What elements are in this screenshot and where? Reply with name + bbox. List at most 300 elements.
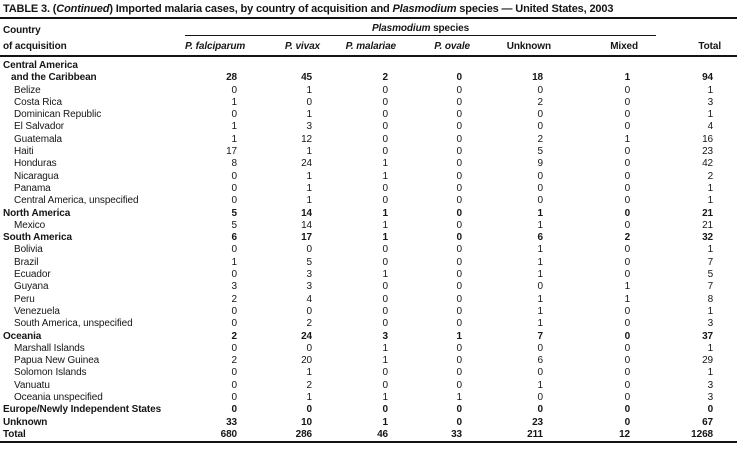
cell-value: 7 <box>537 330 543 342</box>
row-label: Ecuador <box>14 269 51 281</box>
cell-value: 0 <box>537 182 543 194</box>
row-label: Marshall Islands <box>14 342 85 354</box>
cell-value: 0 <box>624 330 631 342</box>
cell-value: 0 <box>231 84 237 96</box>
cell-value: 6 <box>537 232 543 244</box>
cell-value <box>656 56 737 72</box>
cell-value: 14 <box>301 219 312 231</box>
row-label: and the Caribbean <box>11 72 97 84</box>
cell-value: 3 <box>707 96 714 108</box>
cell-value: 3 <box>306 121 312 133</box>
cell-value <box>263 56 338 72</box>
cell-value: 0 <box>456 96 462 108</box>
cell-value: 2 <box>537 133 543 145</box>
cell-value: 16 <box>702 133 714 145</box>
cell-value: 8 <box>707 293 714 305</box>
cell-value: 0 <box>382 195 388 207</box>
cell-value: 2 <box>231 355 237 367</box>
column-header-p-malariae: P. malariae <box>338 36 414 57</box>
cell-value: 14 <box>301 207 312 219</box>
table-row-guyana <box>0 281 737 293</box>
cell-value: 0 <box>382 281 388 293</box>
malaria-cases-table <box>0 19 737 443</box>
table-row-peru <box>0 294 737 306</box>
cell-value: 28 <box>226 72 237 84</box>
cell-value: 0 <box>382 133 388 145</box>
cell-value: 0 <box>624 416 631 428</box>
cell-value: 1 <box>707 244 714 256</box>
cell-value: 1 <box>231 133 237 145</box>
row-label: Vanuatu <box>14 379 50 391</box>
cell-value: 0 <box>456 379 462 391</box>
cell-value: 9 <box>537 158 543 170</box>
cell-value: 1 <box>707 182 714 194</box>
cell-value: 0 <box>456 244 462 256</box>
cell-value: 0 <box>624 367 631 379</box>
row-label: Dominican Republic <box>14 109 102 121</box>
cell-value: 1 <box>537 379 543 391</box>
row-label: Papua New Guinea <box>14 355 100 367</box>
cell-value: 0 <box>231 305 237 317</box>
table-row-south-america-unspecified <box>0 318 737 330</box>
cell-value: 0 <box>456 109 462 121</box>
cell-value: 94 <box>702 72 714 84</box>
table-row-guatemala <box>0 134 737 146</box>
row-label: Brazil <box>14 256 39 268</box>
cell-value: 1 <box>537 269 543 281</box>
cell-value: 0 <box>537 195 543 207</box>
cell-value: 23 <box>702 146 714 158</box>
cell-value: 0 <box>456 158 462 170</box>
cell-value: 5 <box>306 256 312 268</box>
cell-value: 3 <box>306 281 312 293</box>
cell-value <box>185 56 263 72</box>
cell-value: 1 <box>537 219 543 231</box>
cell-value: 0 <box>231 342 237 354</box>
cell-value: 0 <box>456 219 462 231</box>
table-row-costa-rica <box>0 97 737 109</box>
cell-value <box>338 56 414 72</box>
table-row-mexico <box>0 220 737 232</box>
cell-value: 0 <box>456 367 462 379</box>
cell-value: 2 <box>306 379 312 391</box>
table-title-segment: Continued <box>56 3 110 15</box>
cell-value: 1 <box>382 232 388 244</box>
cell-value: 1 <box>537 244 543 256</box>
cell-value: 0 <box>231 195 237 207</box>
cell-value: 2 <box>382 72 388 84</box>
cell-value: 0 <box>537 84 543 96</box>
species-group-header-segment: Plasmodium <box>371 23 431 34</box>
table-body <box>0 56 737 442</box>
row-label: Mexico <box>14 219 46 231</box>
cell-value: 8 <box>231 158 237 170</box>
cell-value: 21 <box>702 207 714 219</box>
cell-value: 2 <box>231 293 237 305</box>
cell-value: 7 <box>707 281 714 293</box>
row-label: Peru <box>14 293 35 305</box>
cell-value: 1 <box>456 330 462 342</box>
cell-value: 0 <box>537 392 543 404</box>
cell-value: 1 <box>707 367 714 379</box>
row-label: South America <box>3 232 72 244</box>
cell-value: 0 <box>624 96 631 108</box>
cell-value: 0 <box>382 404 388 416</box>
cell-value: 0 <box>624 318 631 330</box>
cell-value: 1 <box>306 170 312 182</box>
cell-value: 67 <box>702 416 714 428</box>
table-title-segment: ) Imported malaria cases, by country of acquisition and <box>109 3 393 15</box>
cell-value: 0 <box>231 318 237 330</box>
cell-value: 4 <box>707 121 714 133</box>
cell-value: 0 <box>456 281 462 293</box>
cell-value: 2 <box>306 318 312 330</box>
cell-value: 4 <box>306 293 312 305</box>
cell-value: 0 <box>231 182 237 194</box>
table-row-unknown <box>0 417 737 429</box>
table-row-and-the-caribbean <box>0 72 737 84</box>
cell-value: 0 <box>382 146 388 158</box>
cell-value: 0 <box>456 84 462 96</box>
cell-value: 1 <box>382 219 388 231</box>
cell-value: 0 <box>382 318 388 330</box>
column-header-total: Total <box>656 36 737 57</box>
cell-value: 0 <box>456 146 462 158</box>
table-title <box>0 2 737 19</box>
cell-value: 5 <box>231 219 237 231</box>
cell-value: 286 <box>295 428 312 440</box>
cell-value: 1 <box>382 355 388 367</box>
cell-value: 0 <box>456 207 462 219</box>
cell-value: 0 <box>624 170 631 182</box>
table-row-bolivia <box>0 244 737 256</box>
cell-value: 2 <box>231 330 237 342</box>
cell-value: 0 <box>624 256 631 268</box>
cell-value: 0 <box>382 96 388 108</box>
cell-value: 0 <box>537 367 543 379</box>
cell-value: 37 <box>702 330 714 342</box>
table-row-panama <box>0 183 737 195</box>
cell-value: 10 <box>301 416 312 428</box>
cell-value: 45 <box>301 72 312 84</box>
table-row-south-america <box>0 232 737 244</box>
cell-value: 0 <box>456 416 462 428</box>
cell-value: 21 <box>702 219 714 231</box>
row-label: Panama <box>14 182 51 194</box>
row-label: Central America <box>3 60 78 71</box>
cell-value: 0 <box>624 269 631 281</box>
cell-value: 6 <box>537 355 543 367</box>
cell-value: 42 <box>702 158 714 170</box>
row-label: Central America, unspecified <box>14 195 139 207</box>
cell-value: 32 <box>702 232 714 244</box>
cell-value: 0 <box>306 342 312 354</box>
cell-value: 0 <box>231 269 237 281</box>
table-row-marshall-islands <box>0 343 737 355</box>
table-row-papua-new-guinea <box>0 355 737 367</box>
cell-value: 18 <box>532 72 543 84</box>
cell-value: 1 <box>707 84 714 96</box>
row-label: Unknown <box>3 416 48 428</box>
cell-value: 0 <box>231 404 237 416</box>
cell-value: 1 <box>306 146 312 158</box>
row-label: Honduras <box>14 158 57 170</box>
cell-value: 1 <box>456 392 462 404</box>
column-header-mixed: Mixed <box>569 36 656 57</box>
cell-value: 1 <box>707 195 714 207</box>
cell-value: 211 <box>527 428 543 440</box>
cell-value: 0 <box>231 379 237 391</box>
table-row-honduras <box>0 158 737 170</box>
row-label: Venezuela <box>14 305 60 317</box>
cell-value: 0 <box>537 342 543 354</box>
table-row-belize <box>0 85 737 97</box>
cell-value: 1268 <box>691 428 714 440</box>
cell-value: 0 <box>624 182 631 194</box>
cell-value: 1 <box>624 293 631 305</box>
cell-value: 3 <box>231 281 237 293</box>
cell-value: 0 <box>624 244 631 256</box>
table-row-oceania <box>0 331 737 343</box>
table-title-segment: Plasmodium <box>392 3 457 15</box>
cell-value: 0 <box>624 146 631 158</box>
cell-value: 0 <box>624 195 631 207</box>
cell-value: 0 <box>624 392 631 404</box>
cell-value: 0 <box>382 182 388 194</box>
table-row-europe-newly-independent-states <box>0 404 737 416</box>
cell-value: 0 <box>382 121 388 133</box>
cell-value: 0 <box>624 207 631 219</box>
cell-value: 2 <box>707 170 714 182</box>
cell-value: 1 <box>537 293 543 305</box>
cell-value: 33 <box>226 416 237 428</box>
cell-value: 0 <box>624 109 631 121</box>
cell-value: 17 <box>301 232 312 244</box>
cell-value: 5 <box>537 146 543 158</box>
row-label: South America, unspecified <box>14 318 133 330</box>
column-header-p-falciparum: P. falciparum <box>185 36 263 57</box>
cell-value: 0 <box>537 170 543 182</box>
cell-value: 0 <box>456 318 462 330</box>
cell-value: 680 <box>220 428 237 440</box>
row-label: Bolivia <box>14 244 43 256</box>
cell-value <box>569 56 656 72</box>
cell-value: 12 <box>619 428 631 440</box>
cell-value: 0 <box>306 96 312 108</box>
cell-value: 1 <box>537 305 543 317</box>
cell-value: 0 <box>306 404 312 416</box>
cell-value: 0 <box>306 244 312 256</box>
cell-value <box>488 56 569 72</box>
cell-value: 0 <box>231 392 237 404</box>
cell-value: 0 <box>382 84 388 96</box>
table-row-central-america-unspecified <box>0 195 737 207</box>
cell-value: 0 <box>624 305 631 317</box>
cell-value: 0 <box>624 219 631 231</box>
cell-value: 0 <box>624 158 631 170</box>
cell-value: 1 <box>537 318 543 330</box>
cell-value: 0 <box>456 305 462 317</box>
cell-value: 0 <box>382 305 388 317</box>
cell-value: 1 <box>382 158 388 170</box>
cell-value: 3 <box>306 269 312 281</box>
cell-value: 24 <box>301 158 312 170</box>
table-row-vanuatu <box>0 380 737 392</box>
table-row-dominican-republic <box>0 109 737 121</box>
cell-value: 12 <box>301 133 312 145</box>
cell-value: 0 <box>624 121 631 133</box>
cell-value: 0 <box>231 109 237 121</box>
cell-value: 1 <box>231 121 237 133</box>
cell-value: 0 <box>456 293 462 305</box>
total-header-spacer <box>656 19 737 36</box>
cell-value: 1 <box>707 109 714 121</box>
table-row-oceania-unspecified <box>0 392 737 404</box>
cell-value: 0 <box>231 367 237 379</box>
cell-value: 1 <box>306 392 312 404</box>
row-label: Solomon Islands <box>14 367 87 379</box>
row-label: Total <box>3 428 26 440</box>
cell-value: 1 <box>306 109 312 121</box>
cell-value: 1 <box>382 342 388 354</box>
table-row-ecuador <box>0 269 737 281</box>
cell-value: 0 <box>624 355 631 367</box>
cell-value: 1 <box>231 256 237 268</box>
column-header-unknown: Unknown <box>488 36 569 57</box>
cell-value: 0 <box>382 256 388 268</box>
cell-value: 0 <box>537 109 543 121</box>
cell-value: 0 <box>456 170 462 182</box>
cell-value: 0 <box>624 379 631 391</box>
cell-value: 1 <box>306 195 312 207</box>
table-row-total <box>0 429 737 442</box>
row-label: North America <box>3 207 71 219</box>
cell-value: 46 <box>377 428 388 440</box>
cell-value: 5 <box>231 207 237 219</box>
cell-value: 0 <box>537 121 543 133</box>
cell-value: 0 <box>456 269 462 281</box>
cell-value: 1 <box>306 84 312 96</box>
table-row-central-america <box>0 56 737 72</box>
species-group-header-segment: species <box>430 23 470 34</box>
cell-value: 3 <box>382 330 388 342</box>
table-row-brazil <box>0 257 737 269</box>
cell-value: 0 <box>456 342 462 354</box>
table-title-segment: species — United States, 2003 <box>456 3 614 15</box>
cell-value: 2 <box>537 96 543 108</box>
cell-value: 0 <box>456 404 462 416</box>
cell-value: 24 <box>301 330 312 342</box>
row-label: Costa Rica <box>14 96 62 108</box>
cell-value: 1 <box>382 416 388 428</box>
cell-value: 0 <box>456 256 462 268</box>
cell-value: 29 <box>702 355 714 367</box>
cell-value: 1 <box>707 342 714 354</box>
row-label: Guyana <box>14 281 49 293</box>
cell-value: 1 <box>537 256 543 268</box>
species-group-header <box>185 19 656 36</box>
cell-value: 0 <box>306 305 312 317</box>
cell-value: 0 <box>456 182 462 194</box>
cell-value: 23 <box>532 416 543 428</box>
cell-value: 1 <box>707 305 714 317</box>
cell-value: 1 <box>624 133 631 145</box>
cell-value: 3 <box>707 392 714 404</box>
cell-value: 0 <box>456 121 462 133</box>
column-header-p-vivax: P. vivax <box>263 36 338 57</box>
cell-value: 1 <box>537 207 543 219</box>
cell-value: 3 <box>707 318 714 330</box>
cell-value: 0 <box>231 170 237 182</box>
table-header <box>0 19 737 56</box>
table-row-solomon-islands <box>0 367 737 379</box>
row-label: Haiti <box>14 146 34 158</box>
cell-value: 1 <box>382 392 388 404</box>
cell-value: 7 <box>707 256 714 268</box>
cell-value: 0 <box>382 367 388 379</box>
table-row-haiti <box>0 146 737 158</box>
cell-value: 0 <box>537 281 543 293</box>
column-header-of-acquisition: of acquisition <box>0 36 185 57</box>
cell-value: 5 <box>707 269 714 281</box>
cell-value: 1 <box>624 72 631 84</box>
row-label: El Salvador <box>14 121 65 133</box>
cell-value: 1 <box>306 367 312 379</box>
cell-value: 0 <box>624 84 631 96</box>
cell-value: 0 <box>456 72 462 84</box>
row-label: Oceania unspecified <box>14 392 103 404</box>
table-row-venezuela <box>0 306 737 318</box>
cell-value: 1 <box>624 281 631 293</box>
table-row-north-america <box>0 208 737 220</box>
cell-value: 0 <box>382 109 388 121</box>
table-row-el-salvador <box>0 121 737 133</box>
cell-value: 0 <box>624 342 631 354</box>
cell-value: 0 <box>382 293 388 305</box>
row-label: Oceania <box>3 330 42 342</box>
cell-value: 6 <box>231 232 237 244</box>
cell-value: 0 <box>624 404 631 416</box>
cell-value: 0 <box>456 355 462 367</box>
cell-value: 20 <box>301 355 312 367</box>
cell-value <box>414 56 488 72</box>
cell-value: 3 <box>707 379 714 391</box>
cell-value: 0 <box>382 379 388 391</box>
cell-value: 0 <box>456 133 462 145</box>
row-label: Nicaragua <box>14 170 59 182</box>
cell-value: 1 <box>382 269 388 281</box>
cell-value: 2 <box>624 232 631 244</box>
cell-value: 1 <box>382 170 388 182</box>
row-label: Belize <box>14 84 41 96</box>
column-header-country: Country <box>3 24 41 36</box>
cell-value: 0 <box>537 404 543 416</box>
cell-value: 0 <box>231 244 237 256</box>
cell-value: 33 <box>451 428 462 440</box>
cell-value: 1 <box>231 96 237 108</box>
cell-value: 0 <box>456 232 462 244</box>
cell-value: 1 <box>382 207 388 219</box>
cell-value: 0 <box>707 404 714 416</box>
row-label: Europe/Newly Independent States <box>3 404 162 416</box>
cell-value: 0 <box>456 195 462 207</box>
cell-value: 17 <box>226 146 237 158</box>
table-title-segment: TABLE 3. ( <box>3 3 57 15</box>
cell-value: 0 <box>382 244 388 256</box>
cell-value: 1 <box>306 182 312 194</box>
row-label: Guatemala <box>14 133 63 145</box>
table-row-nicaragua <box>0 171 737 183</box>
